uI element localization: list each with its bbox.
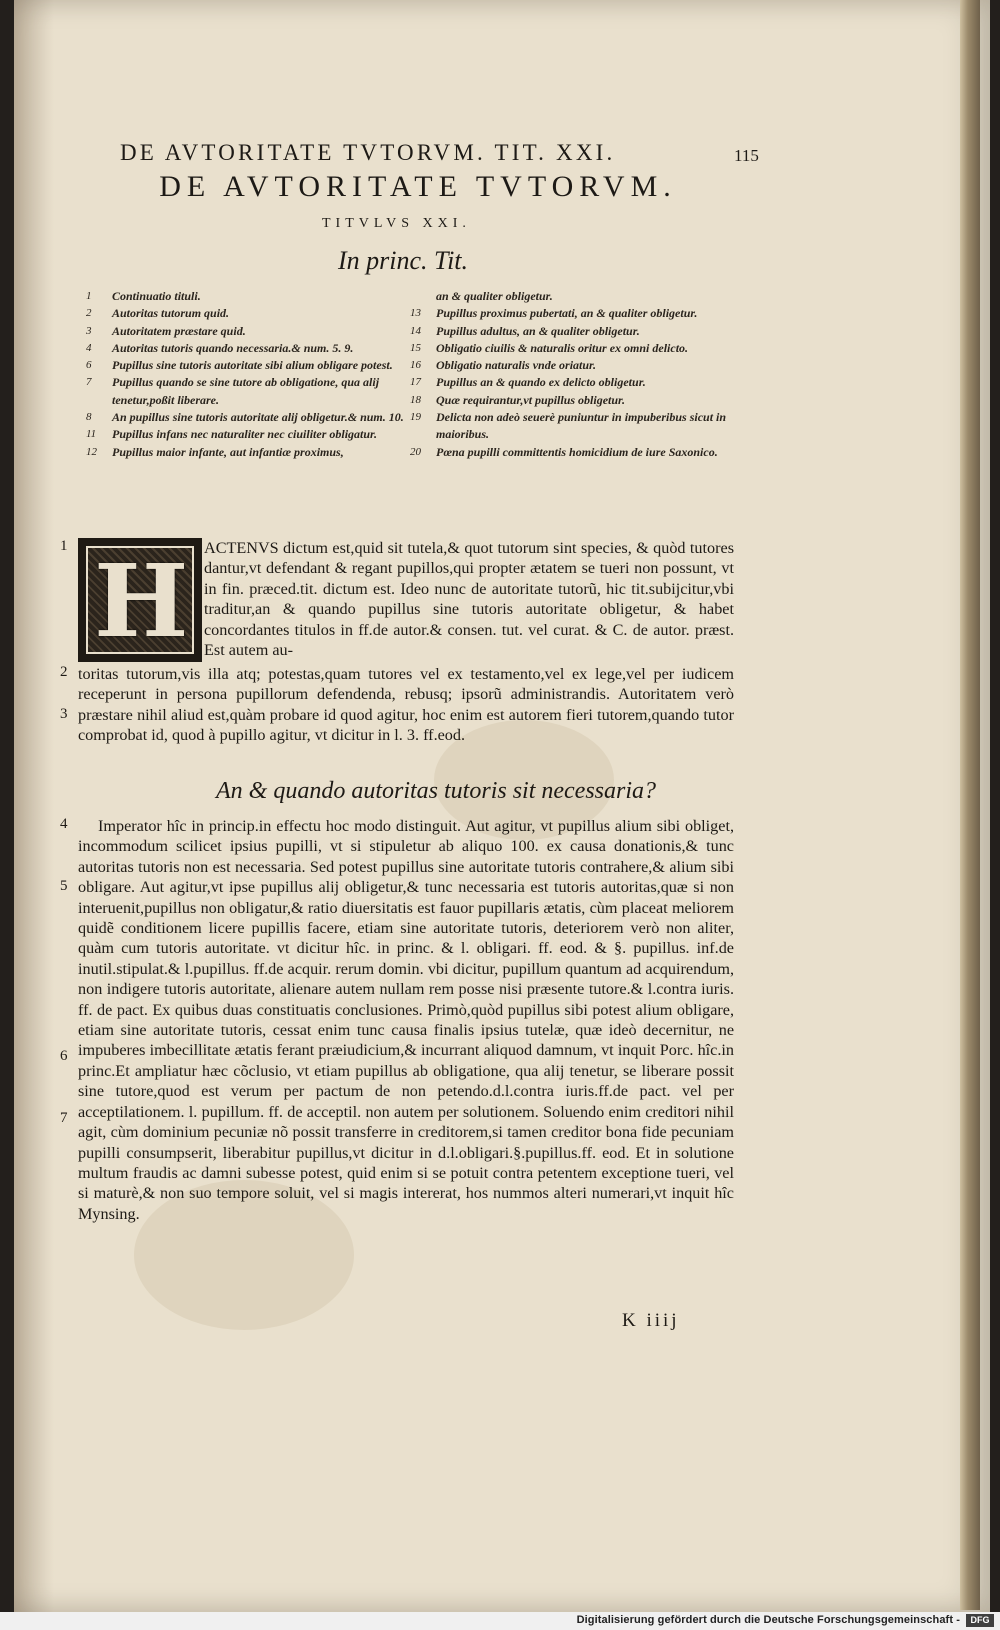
margin-number-1: 1 [60, 538, 68, 554]
folio-number: 115 [734, 146, 759, 165]
initial-letter: H [94, 542, 189, 660]
summary-item: 11 Pupillus infans nec naturaliter nec ciuiliter obligatur. [86, 427, 378, 442]
summary-item: 19 Delicta non adeò seuerè puniuntur in impuberibus sicut in maioribus. [410, 410, 727, 442]
in-princ-heading: In princ. Tit. [338, 246, 469, 275]
summary-item: 12 Pupillus maior infante, aut infantiæ proximus, [86, 444, 344, 459]
margin-number-3: 3 [60, 706, 68, 722]
signature-mark: K iiij [622, 1310, 680, 1331]
dfg-logo: DFG [966, 1614, 994, 1627]
summary-item: 4 Autoritas tutoris quando necessaria.& num. 5. 9. [86, 340, 354, 355]
paragraph-1-continued: toritas tutorum,vis illa atq; potestas,quam tutores vel ex testamento,vel ex lege,vel per iudicem receperunt in persona pupillorum defendenda, rebusq; ipsorũ administrandis. Autoritatem verò præstare nihil aliud est,quàm probare id quod agitur, hoc enim est autorem fieri tutorem,quando tutor comprobat id, quod à pupillo agitur, vt dicitur in l. 3. ff.eod. [78, 665, 734, 745]
summary-item: 7 Pupillus quando se sine tutore ab obligatione, qua alij tenetur,poßit liberare. [86, 375, 380, 407]
summary-item: 6 Pupillus sine tutoris autoritate sibi alium obligare potest. [86, 358, 393, 373]
margin-number-2: 2 [60, 664, 68, 680]
summary-item: 20 Pœna pupilli committentis homicidium de iure Saxonico. [410, 444, 718, 459]
summary-item: 2 Autoritas tutorum quid. [86, 306, 230, 321]
summary-item: 18 Quæ requirantur,vt pupillus obligetur. [410, 392, 626, 407]
summary-column-left [86, 288, 410, 461]
summary-item: 17 Pupillus an & quando ex delicto obligetur. [410, 375, 646, 390]
titulus-label: TITVLVS XXI. [322, 216, 471, 231]
running-head: DE AVTORITATE TVTORVM. TIT. XXI. [120, 140, 616, 165]
summary-item: 8 An pupillus sine tutoris autoritate alij obligetur.& num. 10. [86, 410, 404, 425]
paragraph-1-lead: ACTENVS dictum est,quid sit tutela,& quot tutorum sint species, & quòd tutores dantur,vt defendant & regant pupillos,qui propter ætatem se tueri non possunt, vt in fin. præced.tit. dictum est. Ideo nunc de autoritate tutorũ, hic tit.subijcitur,vbi traditur,an & quando pupillus sine tutoris autoritate obligetur, & habet concordantes titulos in ff.de autor.& consen. tut. vel curat. & C. de autor. præst. Est autem au- [204, 539, 734, 660]
summary-item: 3 Autoritatem præstare quid. [86, 323, 246, 338]
gutter-shadow [14, 0, 54, 1612]
summary-item: 1 Continuatio tituli. [86, 289, 201, 303]
summary-item: 15 Obligatio ciuilis & naturalis oritur ex omni delicto. [410, 340, 689, 355]
summary-column-right [410, 288, 740, 461]
margin-number-5: 5 [60, 878, 68, 894]
section-heading: An & quando autoritas tutoris sit necessaria? [216, 778, 657, 804]
summary-item: an & qualiter obligetur. [436, 289, 553, 303]
page-edge [960, 0, 980, 1610]
footer-credit: Digitalisierung gefördert durch die Deutsche Forschungsgemeinschaft - [576, 1614, 960, 1626]
margin-number-6: 6 [60, 1048, 68, 1064]
summary-item: 16 Obligatio naturalis vnde oriatur. [410, 358, 597, 373]
summary-item: 14 Pupillus adultus, an & qualiter obligetur. [410, 323, 640, 338]
summary-item: 13 Pupillus proximus pubertati, an & qualiter obligetur. [410, 306, 698, 321]
margin-number-4: 4 [60, 816, 68, 832]
book-page [14, 0, 990, 1612]
decorated-initial [78, 538, 202, 662]
paragraph-2: Imperator hîc in princip.in effectu hoc modo distinguit. Aut agitur, vt pupillus alium sibi obliget, incommodum scilicet ipsius pupilli, vt si stipuletur ab aliquo 100. ex causa donationis,& tunc autoritas tutoris non est necessaria. Sed potest pupillus sine autoritate tutoris contrahere,& alium sibi obligare. Aut agitur,vt ipse pupillus alij obligetur,& tunc necessaria est tutoris autoritas,quæ si non interuenit,pupillus non obligatur,& ratio diuersitatis est fauor pupillaris ætatis, cùm placeat meliorem quidẽ conditionem licere pupillis facere, etiam sine autoritate tutoris, deteriorem verò non aliter, quàm cum tutoris autoritate. vt dicitur hîc. in princ. & l. obligari. ff. eod. & §. pupillus. inf.de inutil.stipulat.& l.pupillus. ff.de acquir. rerum domin. vbi dicitur, pupillum quantum ad acquirendum, non indigere tutoris autoritate, alienare autem nullam rem posse nisi præsente tutore.& l.contra iuris. ff. de pact. Ex quibus duas constituatis conclusiones. Primò,quòd pupillus sibi potest alium obligare, etiam sine autoritate tutoris, cessat enim tunc causa finalis ipsius tutelæ, quæ ideò decernitur, ne impuberes imbecillitate ætatis ferant præiudicium,& incurrant aliquod damnum, vt inquit Porc. hîc.in princ.Et ampliatur hæc cõclusio, vt etiam pupillus ab obligatione, qua alij tenetur, se liberare possit sine tutore,quod est verum per pactum de non petendo.d.l.contra iuris.ff.de pact. vel per acceptilationem. l. pupillum. ff. de acceptil. non autem per solutionem. Soluendo enim creditori nihil agit, cùm dominium pecuniæ nõ possit transferre in creditorem,si tamen creditor bona fide pecuniam pupilli consumpserit, liberabitur pupillus,vt dicitur in d.l.obligari.§.pupillus.ff. eod. Et in solutione multum fraudis ac damni subesse potest, quid enim si se potuit contra petentem exceptione tueri, vel si maturè,& non suo tempore soluit, vel si magis intererat, hos nummos alteri numerari,vt inquit hîc Mynsing. [78, 817, 734, 1223]
main-title: DE AVTORITATE TVTORVM. [159, 170, 677, 203]
margin-number-7: 7 [60, 1110, 68, 1126]
